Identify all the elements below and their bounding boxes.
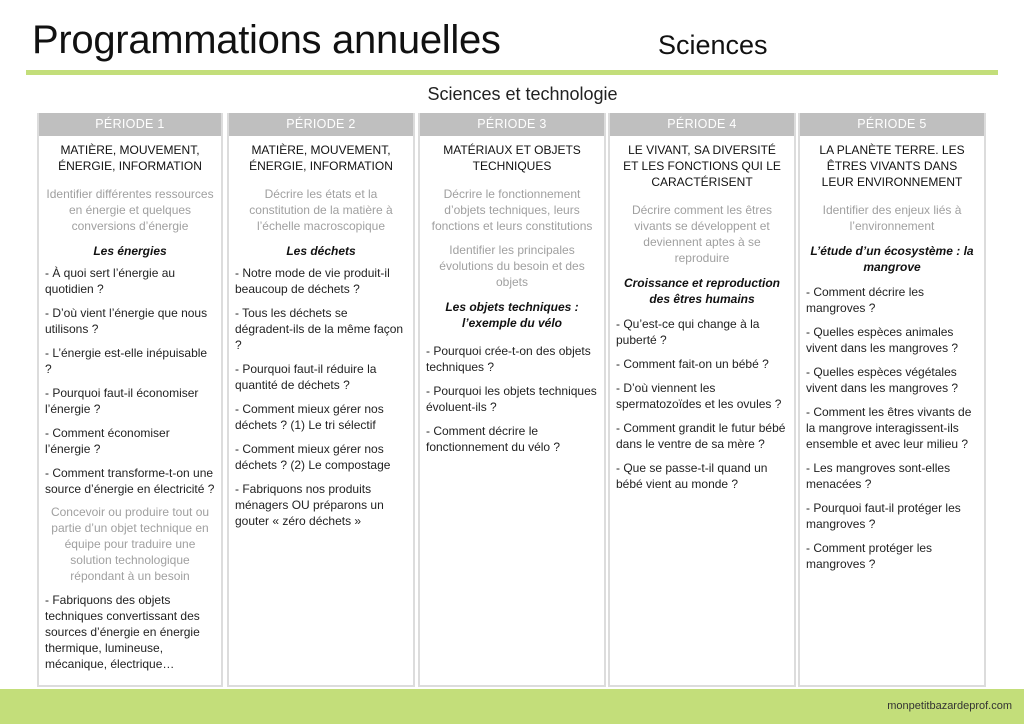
question-item: - Notre mode de vie produit-il beaucoup de déchets ?	[235, 266, 390, 296]
period-topic: Croissance et reproduction des êtres humains	[623, 276, 781, 306]
question-item: - Que se passe-t-il quand un bébé vient au monde ?	[616, 461, 768, 491]
question-item: - Quelles espèces animales vivent dans les mangroves ?	[806, 325, 959, 355]
period-objective: Décrire comment les êtres vivants se développent et deviennent aptes à se reproduire	[631, 203, 773, 265]
period-header: PÉRIODE 3	[420, 113, 604, 136]
question-item: - Pourquoi les objets techniques évoluent-ils ?	[426, 384, 597, 414]
period-column-2	[227, 113, 415, 687]
question-item: - Comment mieux gérer nos déchets ? (2) Le compostage	[235, 442, 391, 472]
question-item: - D’où vient l’énergie que nous utilisons ?	[45, 306, 208, 336]
period-column-1	[37, 113, 223, 687]
period-objective: Décrire le fonctionnement d’objets techniques, leurs fonctions et leurs constitutions	[431, 187, 593, 233]
footer-site: monpetitbazardeprof.com	[887, 700, 1012, 712]
period-theme: MATÉRIAUX ET OBJETS TECHNIQUES	[443, 143, 581, 173]
period-header: PÉRIODE 1	[39, 113, 221, 136]
question-item: - Fabriquons nos produits ménagers OU préparons un gouter « zéro déchets »	[235, 482, 384, 528]
period-objective: Identifier des enjeux liés à l’environnement	[822, 203, 962, 233]
question-item: - Pourquoi faut-il réduire la quantité de déchets ?	[235, 362, 377, 392]
question-item: - Tous les déchets se dégradent-ils de la même façon ?	[235, 306, 404, 352]
period-theme: MATIÈRE, MOUVEMENT, ÉNERGIE, INFORMATION	[58, 143, 202, 173]
question-item: - Comment protéger les mangroves ?	[806, 541, 933, 571]
period-objective: Décrire les états et la constitution de la matière à l’échelle macroscopique	[249, 187, 393, 233]
period-column-3	[418, 113, 606, 687]
question-item: - Comment fait-on un bébé ?	[616, 357, 769, 371]
question-item: - L’énergie est-elle inépuisable ?	[45, 346, 208, 376]
question-item: - Comment décrire le fonctionnement du vélo ?	[426, 424, 561, 454]
question-item: - À quoi sert l’énergie au quotidien ?	[45, 266, 176, 296]
question-item: - Quelles espèces végétales vivent dans les mangroves ?	[806, 365, 959, 395]
question-item: - Qu’est-ce qui change à la puberté ?	[616, 317, 760, 347]
question-item: - Comment les êtres vivants de la mangrove interagissent-ils ensemble et avec leur milieu ?	[806, 405, 972, 451]
period-topic: Les objets techniques : l’exemple du vélo	[445, 300, 579, 330]
period-header: PÉRIODE 5	[800, 113, 984, 136]
question-item: - Comment mieux gérer nos déchets ? (1) Le tri sélectif	[235, 402, 384, 432]
question-item: - Fabriquons des objets techniques convertissant des sources d’énergie en énergie thermique, lumineuse, mécanique, électrique…	[45, 593, 200, 671]
question-item: - Pourquoi faut-il protéger les mangroves ?	[806, 501, 961, 531]
period-column-4	[608, 113, 796, 687]
question-item: - Comment économiser l’énergie ?	[45, 426, 170, 456]
period-objective-secondary: Identifier les principales évolutions du besoin et des objets	[439, 243, 585, 289]
green-divider	[26, 70, 998, 75]
period-theme: LA PLANÈTE TERRE. LES ÊTRES VIVANTS DANS LEUR ENVIRONNEMENT	[819, 143, 965, 189]
page-title: Programmations annuelles	[32, 18, 501, 62]
period-header: PÉRIODE 4	[610, 113, 794, 136]
page-subtitle: Sciences et technologie	[427, 84, 618, 104]
period-column-5	[798, 113, 986, 687]
subject-label: Sciences	[658, 30, 768, 60]
question-item: - Comment grandit le futur bébé dans le ventre de sa mère ?	[616, 421, 786, 451]
period-topic: Les énergies	[93, 244, 167, 258]
period-topic: Les déchets	[286, 244, 356, 258]
question-item: - Pourquoi faut-il économiser l’énergie ?	[45, 386, 199, 416]
period-theme: MATIÈRE, MOUVEMENT, ÉNERGIE, INFORMATION	[249, 143, 393, 173]
question-item: - Comment décrire les mangroves ?	[806, 285, 925, 315]
footer-bar	[0, 689, 1024, 724]
question-item: - Les mangroves sont-elles menacées ?	[806, 461, 951, 491]
period-theme: LE VIVANT, SA DIVERSITÉ ET LES FONCTIONS QUI LE CARACTÉRISENT	[623, 143, 781, 189]
question-item: - Pourquoi crée-t-on des objets techniques ?	[426, 344, 591, 374]
question-item: - D’où viennent les spermatozoïdes et les ovules ?	[616, 381, 782, 411]
period-objective: Identifier différentes ressources en énergie et quelques conversions d’énergie	[46, 187, 214, 233]
period-header: PÉRIODE 2	[229, 113, 413, 136]
question-item: - Comment transforme-t-on une source d’énergie en électricité ?	[45, 466, 215, 496]
period-topic: L’étude d’un écosystème : la mangrove	[810, 244, 974, 274]
period-objective-secondary: Concevoir ou produire tout ou partie d’un objet technique en équipe pour traduire une solution technologique répondant à un besoin	[50, 505, 210, 583]
